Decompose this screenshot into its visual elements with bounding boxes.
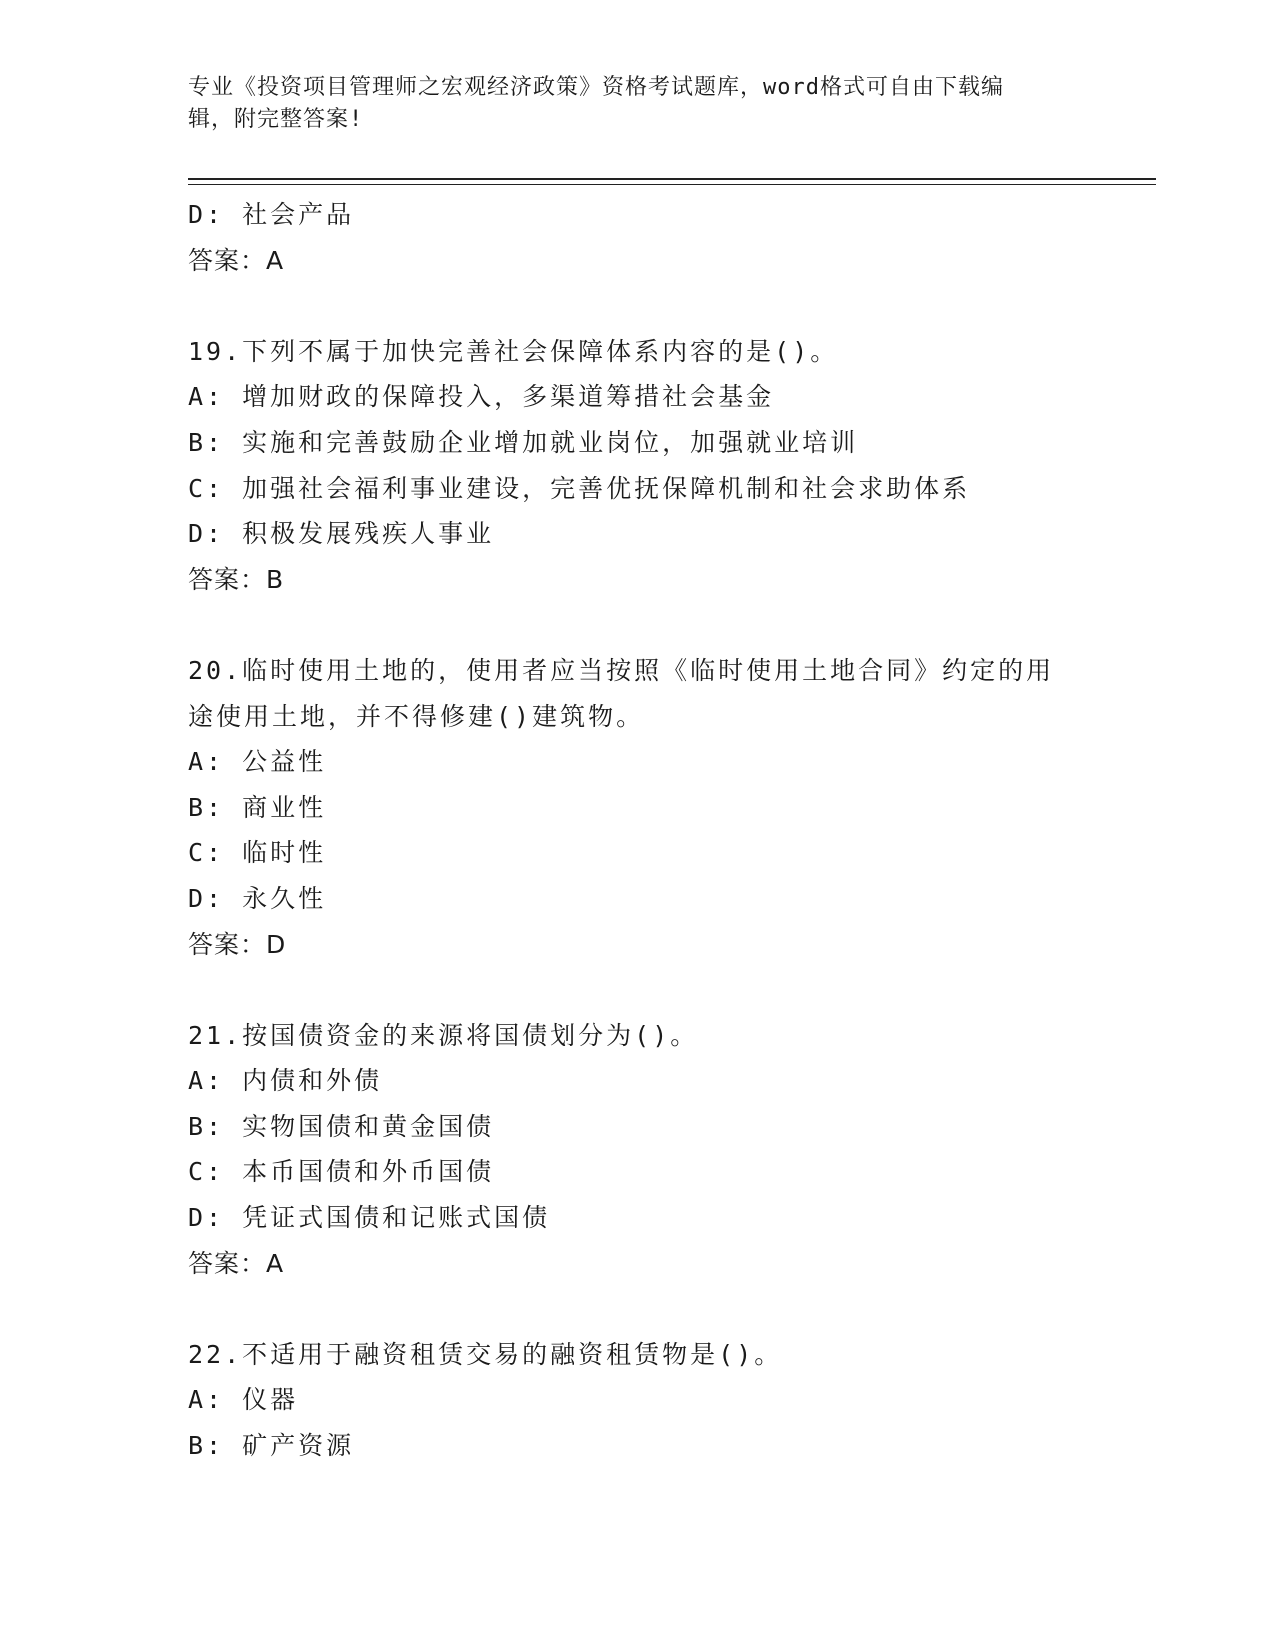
option-c: C: 临时性: [188, 838, 327, 868]
answer-line: 答案：B: [188, 564, 285, 594]
spacer: [188, 602, 1118, 648]
option-d: D: 社会产品: [188, 200, 355, 229]
question-22: [188, 1332, 1118, 1469]
option-c: C: 加强社会福利事业建设，完善优抚保障机制和社会求助体系: [188, 473, 971, 503]
header-divider-thick: [188, 178, 1156, 180]
spacer: [188, 967, 1118, 1013]
option-a: A: 公益性: [188, 747, 327, 777]
option-b: B: 矿产资源: [188, 1431, 355, 1461]
question-20: [188, 648, 1118, 967]
question-stem-line-2: 途使用土地，并不得修建()建筑物。: [188, 701, 645, 731]
question-18-tail: [188, 192, 1118, 283]
header-line-1: 专业《投资项目管理师之宏观经济政策》资格考试题库，word格式可自由下载编: [188, 75, 1004, 100]
spacer: [188, 283, 1118, 329]
option-b: B: 商业性: [188, 792, 327, 822]
spacer: [188, 1286, 1118, 1332]
question-stem: 21.按国债资金的来源将国债划分为()。: [188, 1020, 699, 1050]
option-d: D: 凭证式国债和记账式国债: [188, 1203, 551, 1233]
header-line-2: 辑，附完整答案!: [188, 107, 364, 132]
option-c: C: 本币国债和外币国债: [188, 1157, 495, 1187]
answer-line: 答案：A: [188, 1248, 285, 1278]
question-stem: 19.下列不属于加快完善社会保障体系内容的是()。: [188, 336, 839, 366]
question-21: [188, 1013, 1118, 1287]
option-a: A: 仪器: [188, 1385, 299, 1415]
answer-line: 答案：D: [188, 929, 287, 959]
option-a: A: 内债和外债: [188, 1066, 383, 1096]
document-header: [188, 72, 1088, 136]
option-b: B: 实施和完善鼓励企业增加就业岗位，加强就业培训: [188, 427, 859, 457]
header-divider-thin: [188, 184, 1156, 185]
question-19: [188, 329, 1118, 603]
option-b: B: 实物国债和黄金国债: [188, 1111, 495, 1141]
question-list: [188, 192, 1118, 1469]
answer-line: 答案：A: [188, 245, 285, 275]
option-d: D: 积极发展残疾人事业: [188, 519, 495, 549]
question-stem-line-1: 20.临时使用土地的，使用者应当按照《临时使用土地合同》约定的用: [188, 655, 1055, 685]
option-d: D: 永久性: [188, 883, 327, 913]
question-stem: 22.不适用于融资租赁交易的融资租赁物是()。: [188, 1339, 783, 1369]
option-a: A: 增加财政的保障投入，多渠道筹措社会基金: [188, 382, 775, 412]
